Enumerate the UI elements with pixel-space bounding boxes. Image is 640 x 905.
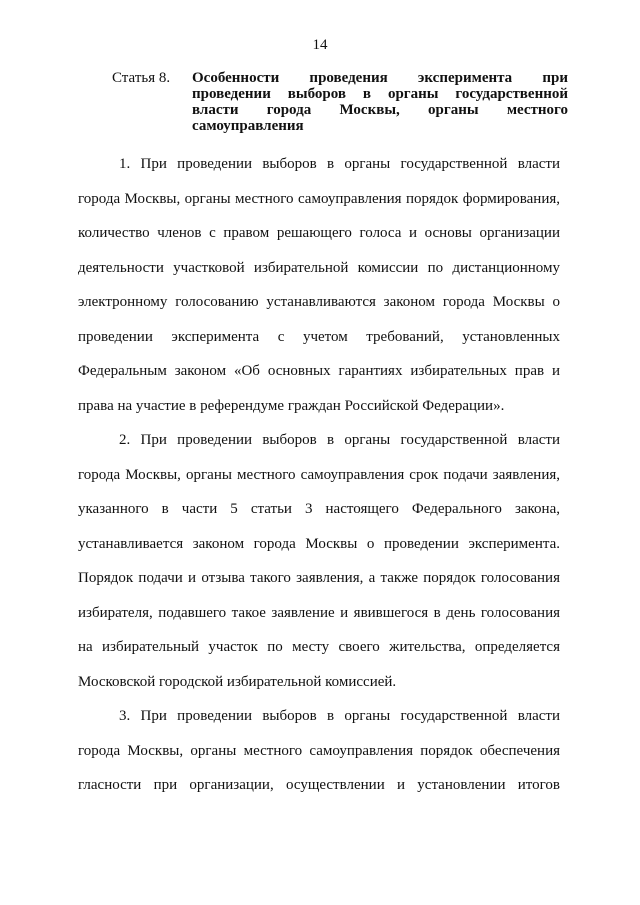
article-title-line: власти города Москвы, органы местного: [192, 102, 568, 118]
article-title-line: Особенности проведения эксперимента при: [192, 70, 568, 86]
paragraph-1-line: 1. При проведении выборов в органы государственной власти: [119, 156, 560, 172]
paragraph-2-line: города Москвы, органы местного самоуправления срок подачи заявления,: [78, 466, 560, 483]
paragraph-1-line: электронному голосованию устанавливаются законом города Москвы о: [78, 294, 560, 310]
paragraph-3-line: 3. При проведении выборов в органы государственной власти: [119, 708, 560, 724]
paragraph-2-line: на избирательный участок по месту своего жительства, определяется: [78, 639, 560, 655]
paragraph-1-line: Федеральным законом «Об основных гарантиях избирательных прав и: [78, 363, 560, 379]
paragraph-2-line: устанавливается законом города Москвы о проведении эксперимента.: [78, 535, 560, 552]
paragraph-1-line: проведении эксперимента с учетом требований, установленных: [78, 328, 560, 345]
paragraph-2-line: Московской городской избирательной комиссией.: [78, 673, 397, 690]
paragraph-2-line: Порядок подачи и отзыва такого заявления, а также порядок голосования: [78, 570, 560, 586]
paragraph-2-line: избирателя, подавшего такое заявление и явившегося в день голосования: [78, 604, 560, 621]
article-body: [78, 154, 560, 810]
article-title-line: самоуправления: [192, 118, 304, 134]
page-number: 14: [312, 37, 328, 53]
paragraph-1-line: количество членов с правом решающего голоса и основы организации: [78, 225, 560, 241]
paragraph-1-line: города Москвы, органы местного самоуправления порядок формирования,: [78, 190, 560, 207]
article-title: [192, 70, 568, 134]
article-label: Статья 8.: [112, 70, 171, 86]
article-title-line: проведении выборов в органы государственной: [192, 86, 568, 102]
paragraph-2-line: 2. При проведении выборов в органы государственной власти: [119, 432, 560, 448]
paragraph-1-line: права на участие в референдуме граждан Российской Федерации».: [78, 397, 505, 414]
paragraph-2-line: указанного в части 5 статьи 3 настоящего Федерального закона,: [78, 501, 560, 517]
paragraph-1-line: деятельности участковой избирательной комиссии по дистанционному: [78, 259, 560, 276]
paragraph-3-line: гласности при организации, осуществлении и установлении итогов: [78, 777, 560, 793]
paragraph-3-line: города Москвы, органы местного самоуправления порядок обеспечения: [78, 742, 560, 759]
